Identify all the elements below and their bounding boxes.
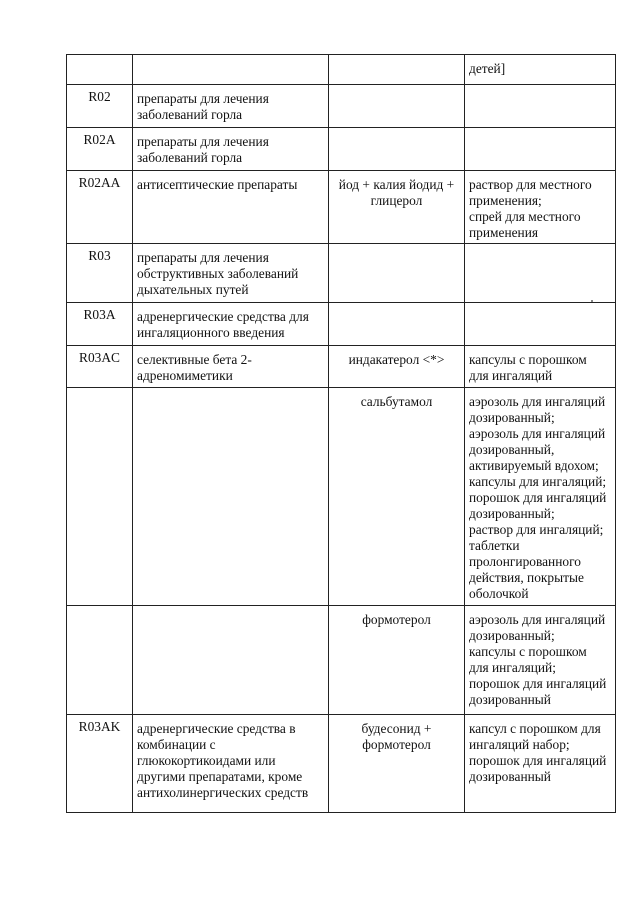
dosage-form-cell bbox=[465, 128, 616, 171]
table-row bbox=[67, 303, 616, 346]
drug-name-cell bbox=[329, 303, 465, 346]
drug-name-cell: формотерол bbox=[329, 606, 465, 715]
atc-code-cell: R03AK bbox=[67, 715, 133, 813]
atc-code-cell: R02AA bbox=[67, 171, 133, 244]
drug-name-cell: сальбутамол bbox=[329, 388, 465, 606]
table-row bbox=[67, 244, 616, 303]
table-row bbox=[67, 715, 616, 813]
atc-code-cell: R03 bbox=[67, 244, 133, 303]
dosage-form-cell bbox=[465, 244, 616, 303]
group-name-cell bbox=[133, 55, 329, 85]
group-name-cell: адренергические средства в комбинации с глюкокортикоидами или другими препаратами, кроме антихолинергических средств bbox=[133, 715, 329, 813]
table-row bbox=[67, 346, 616, 388]
dosage-form-cell: капсул с порошком для ингаляций набор; порошок для ингаляций дозированный bbox=[465, 715, 616, 813]
dosage-form-cell: аэрозоль для ингаляций дозированный; капсулы с порошком для ингаляций; порошок для ингаляций дозированный bbox=[465, 606, 616, 715]
drug-name-cell bbox=[329, 244, 465, 303]
drug-name-cell: йод + калия йодид + глицерол bbox=[329, 171, 465, 244]
dosage-form-cell: капсулы с порошком для ингаляций bbox=[465, 346, 616, 388]
drug-classification-table bbox=[66, 54, 616, 813]
drug-name-cell bbox=[329, 128, 465, 171]
atc-code-cell bbox=[67, 388, 133, 606]
dosage-form-cell: раствор для местного применения; спрей для местного применения bbox=[465, 171, 616, 244]
atc-code-cell: R03A bbox=[67, 303, 133, 346]
group-name-cell bbox=[133, 606, 329, 715]
group-name-cell: препараты для лечения заболеваний горла bbox=[133, 85, 329, 128]
dosage-form-cell bbox=[465, 303, 616, 346]
table-row bbox=[67, 606, 616, 715]
atc-code-cell: R02 bbox=[67, 85, 133, 128]
table-row bbox=[67, 388, 616, 606]
drug-name-cell bbox=[329, 85, 465, 128]
drug-name-cell: индакатерол <*> bbox=[329, 346, 465, 388]
group-name-cell: препараты для лечения заболеваний горла bbox=[133, 128, 329, 171]
atc-code-cell: R03AC bbox=[67, 346, 133, 388]
group-name-cell: препараты для лечения обструктивных заболеваний дыхательных путей bbox=[133, 244, 329, 303]
drug-name-cell bbox=[329, 55, 465, 85]
dosage-form-cell: аэрозоль для ингаляций дозированный; аэрозоль для ингаляций дозированный, активируемый вдохом; капсулы для ингаляций; порошок для ингаляций дозированный; раствор для ингаляций; таблетки пролонгированного действия, покрытые оболочкой bbox=[465, 388, 616, 606]
atc-code-cell: R02A bbox=[67, 128, 133, 171]
table-row bbox=[67, 85, 616, 128]
group-name-cell: адренергические средства для ингаляционного введения bbox=[133, 303, 329, 346]
atc-code-cell bbox=[67, 55, 133, 85]
group-name-cell: селективные бета 2- адреномиметики bbox=[133, 346, 329, 388]
dosage-form-cell: детей] bbox=[465, 55, 616, 85]
group-name-cell bbox=[133, 388, 329, 606]
table-body bbox=[67, 55, 616, 813]
drug-name-cell: будесонид + формотерол bbox=[329, 715, 465, 813]
table-row bbox=[67, 55, 616, 85]
table-row bbox=[67, 128, 616, 171]
dosage-form-cell bbox=[465, 85, 616, 128]
scan-speck bbox=[591, 300, 593, 302]
atc-code-cell bbox=[67, 606, 133, 715]
table-row bbox=[67, 171, 616, 244]
group-name-cell: антисептические препараты bbox=[133, 171, 329, 244]
